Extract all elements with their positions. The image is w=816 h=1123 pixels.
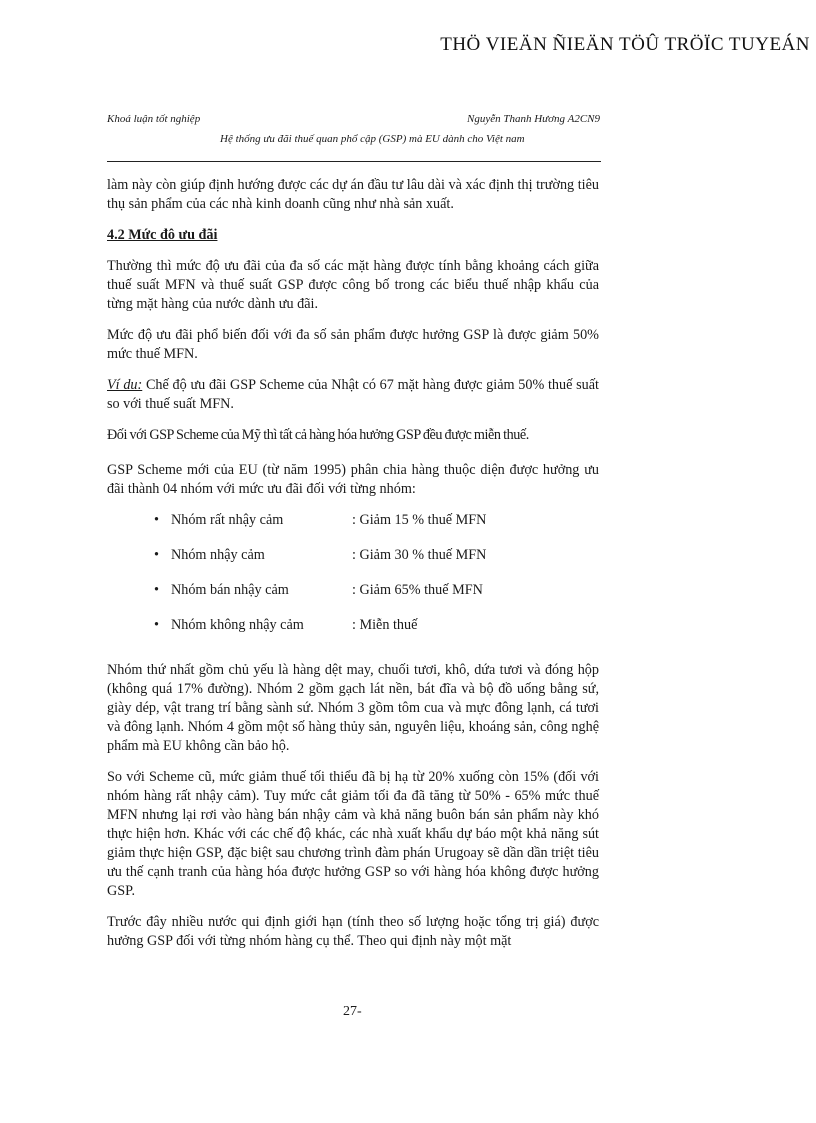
paragraph-common-rate: Mức độ ưu đãi phổ biến đối với đa số sản phẩm được hưởng GSP là được giảm 50% mức thuế MFN.: [107, 327, 599, 362]
group-rate: : Giảm 65% thuế MFN: [352, 582, 483, 598]
list-item: [154, 546, 599, 581]
paragraph-group-contents: Nhóm thứ nhất gồm chủ yếu là hàng dệt may, chuối tươi, khô, dứa tươi và đóng hộp (không quá 17% đường). Nhóm 2 gồm gạch lát nền, bát đĩa và bộ đồ uống bằng sứ, giày dép, vật trang trí bằng sành sứ. Nhóm 3 gồm tôm cua và mực đông lạnh, cá tươi và đông lạnh. Nhóm 4 gồm một số hàng thủy sản, nguyên liệu, khoáng sản, công nghệ phẩm mà EU không cần bảo hộ.: [107, 662, 599, 754]
paragraph-limits: Trước đây nhiều nước qui định giới hạn (tính theo số lượng hoặc tổng trị giá) được hưởng GSP đối với từng nhóm hàng cụ thể. Theo qui định này một mặt: [107, 914, 599, 949]
group-name: Nhóm rất nhậy cảm: [171, 512, 284, 528]
header-thesis-label: Khoá luận tốt nghiệp: [107, 113, 201, 125]
bullet-icon: •: [154, 582, 159, 598]
paragraph-us-scheme: Đối với GSP Scheme của Mỹ thì tất cả hàng hóa hưởng GSP đều được miễn thuế.: [107, 427, 529, 443]
paragraph-preference-level: Thường thì mức độ ưu đãi của đa số các mặt hàng được tính bằng khoảng cách giữa thuế suất MFN và thuế suất GSP được công bố trong các biểu thuế nhập khẩu của từng mặt hàng của nước dành ưu đãi.: [107, 258, 599, 312]
list-item: [154, 511, 599, 546]
page-number: 27-: [343, 1004, 362, 1019]
group-rate: : Giảm 15 % thuế MFN: [352, 512, 487, 528]
bullet-icon: •: [154, 617, 159, 633]
page-content: [107, 176, 599, 963]
group-name: Nhóm bán nhậy cảm: [171, 582, 289, 598]
paragraph-example: [107, 376, 599, 414]
paragraph-scheme-comparison: So với Scheme cũ, mức giảm thuế tối thiểu đã bị hạ từ 20% xuống còn 15% (đối với nhóm hàng rất nhậy cảm). Tuy mức cắt giảm tối đa đã tăng từ 50% - 65% mức thuế MFN nhưng lại rơi vào hàng bán nhậy cảm và khả năng buôn bán sản phẩm này khó thực hiện hơn. Khác với các chế độ khác, các nhà xuất khẩu dự báo một khả năng sút giảm thực hiện GSP, đặc biệt sau chương trình đàm phán Urugoay sẽ dần dần triệt tiêu ưu thế cạnh tranh của hàng hóa được hưởng GSP so với hàng hóa không được hưởng GSP.: [107, 769, 599, 899]
paragraph-continuation: làm này còn giúp định hướng được các dự án đầu tư lâu dài và xác định thị trường tiêu thụ sản phẩm của các nhà kinh doanh cũng như nhà sản xuất.: [107, 177, 599, 212]
example-label: Ví du:: [107, 377, 143, 393]
paragraph-eu-scheme: GSP Scheme mới của EU (từ năm 1995) phân chia hàng thuộc diện được hưởng ưu đãi thành 04 nhóm với mức ưu đãi đối với từng nhóm:: [107, 462, 599, 497]
list-item: [154, 581, 599, 616]
example-text: Chế độ ưu đãi GSP Scheme của Nhật có 67 mặt hàng được giảm 50% thuế suất so với thuế suất MFN.: [107, 377, 599, 412]
group-rate: : Miễn thuế: [352, 617, 418, 633]
page-header: [107, 113, 600, 145]
header-author: Nguyễn Thanh Hương A2CN9: [467, 113, 600, 125]
header-subtitle: Hệ thống ưu đãi thuế quan phổ cập (GSP) mà EU dành cho Việt nam: [220, 133, 525, 145]
list-item: [154, 616, 599, 651]
section-heading: 4.2 Mức đô ưu đãi: [107, 227, 218, 243]
group-name: Nhóm nhậy cảm: [171, 547, 265, 563]
group-rate: : Giảm 30 % thuế MFN: [352, 547, 487, 563]
group-name: Nhóm không nhậy cảm: [171, 617, 304, 633]
library-watermark: THÖ VIEÄN ÑIEÄN TÖÛ TRÖÏC TUYEÁN: [440, 34, 810, 55]
bullet-icon: •: [154, 547, 159, 563]
bullet-icon: •: [154, 512, 159, 528]
header-row: [107, 113, 600, 125]
header-divider: [107, 161, 601, 162]
group-list: [154, 511, 599, 651]
